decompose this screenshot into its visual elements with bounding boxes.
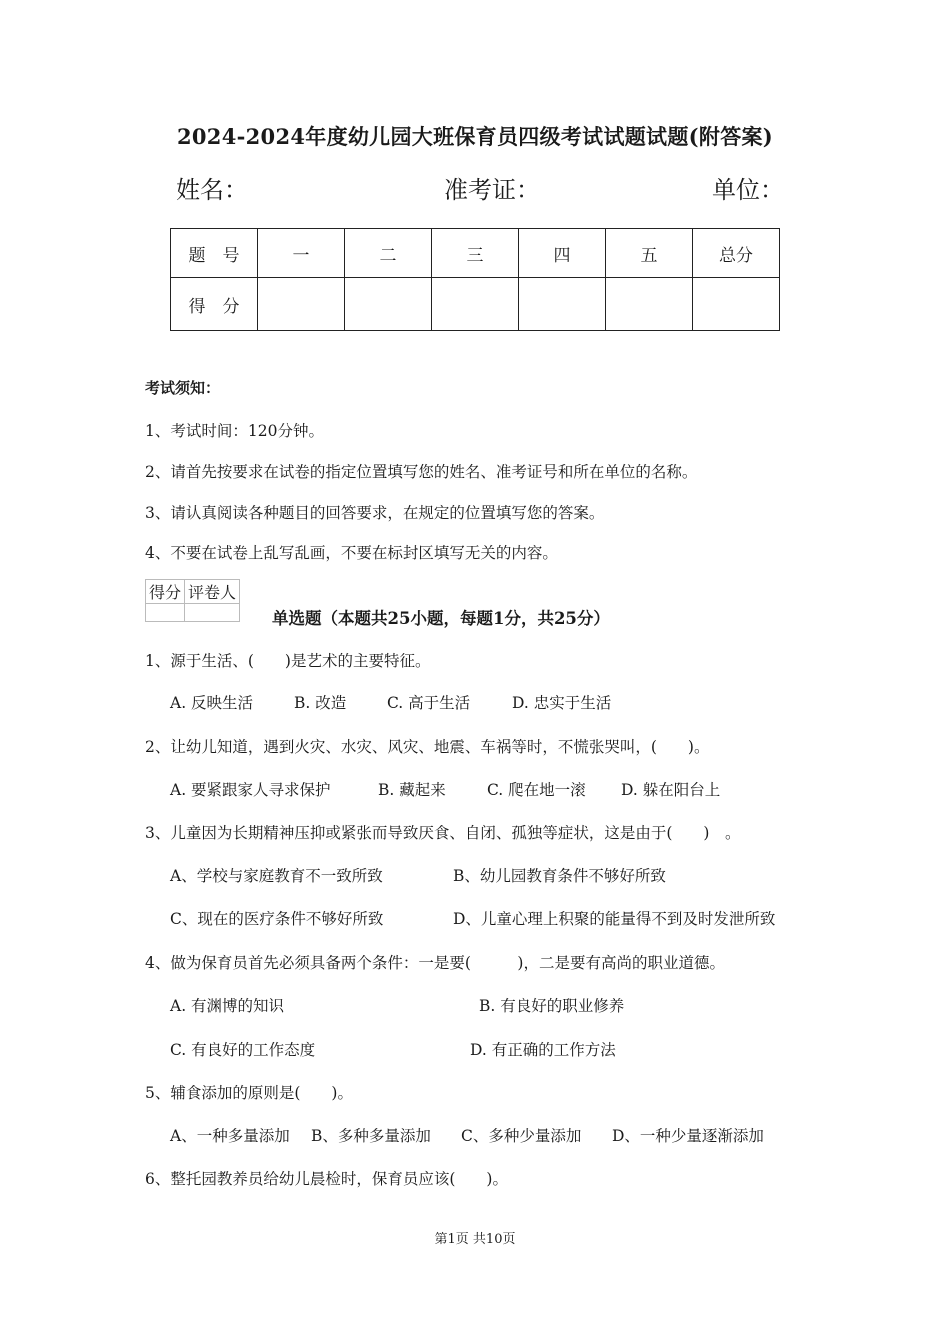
question-stem: 1、源于生活、( )是艺术的主要特征。 (145, 652, 431, 670)
score-header-cell: 五 (606, 229, 693, 278)
score-header-cell: 总分 (693, 229, 780, 278)
grader-header-row (146, 580, 240, 604)
score-header-cell: 二 (345, 229, 432, 278)
notice-heading: 考试须知： (145, 379, 221, 397)
question-option: A. 有渊博的知识 (170, 997, 285, 1015)
notice-item: 2、请首先按要求在试卷的指定位置填写您的姓名、准考证号和所在单位的名称。 (145, 463, 698, 481)
question-option: A、一种多量添加 (170, 1127, 290, 1145)
score-header-cell: 一 (258, 229, 345, 278)
exam-title: 2024-2024年度幼儿园大班保育员四级考试试题试题(附答案) (176, 124, 774, 149)
name-label: 姓名： (176, 176, 248, 204)
question-stem: 3、儿童因为长期精神压抑或紧张而导致厌食、自闭、孤独等症状，这是由于( ) 。 (145, 824, 741, 842)
question-stem: 5、辅食添加的原则是( )。 (145, 1084, 353, 1102)
notice-item: 3、请认真阅读各种题目的回答要求，在规定的位置填写您的答案。 (145, 504, 605, 522)
question-option: A、学校与家庭教育不一致所致 (170, 867, 383, 885)
score-row-label: 得 分 (171, 278, 258, 331)
question-stem: 2、让幼儿知道，遇到火灾、水灾、风灾、地震、车祸等时，不慌张哭叫，( )。 (145, 738, 710, 756)
question-option: D. 有正确的工作方法 (470, 1041, 616, 1059)
score-cell[interactable] (432, 278, 519, 331)
score-table (170, 228, 780, 331)
grader-reviewer-label: 评卷人 (185, 580, 240, 604)
page-footer: 第1页 共10页 (434, 1232, 516, 1247)
question-option: C. 有良好的工作态度 (170, 1041, 316, 1059)
question-option: B. 藏起来 (378, 781, 446, 799)
question-stem: 6、整托园教养员给幼儿晨检时，保育员应该( )。 (145, 1170, 508, 1188)
grader-blank-row (146, 604, 240, 622)
question-option: A. 反映生活 (170, 694, 254, 712)
exam-id-label: 准考证： (444, 176, 540, 204)
grader-score-label: 得分 (146, 580, 185, 604)
question-option: B. 有良好的职业修养 (479, 997, 625, 1015)
section-title: 单选题（本题共25小题，每题1分，共25分） (272, 609, 610, 628)
question-option: B. 改造 (294, 694, 347, 712)
question-option: C. 高于生活 (387, 694, 471, 712)
score-cell[interactable] (258, 278, 345, 331)
grader-reviewer-cell[interactable] (185, 604, 240, 622)
score-cell[interactable] (693, 278, 780, 331)
question-option: C. 爬在地一滚 (487, 781, 586, 799)
question-option: C、多种少量添加 (461, 1127, 582, 1145)
question-option: B、幼儿园教育条件不够好所致 (453, 867, 666, 885)
question-option: D、一种少量逐渐添加 (612, 1127, 764, 1145)
grader-box (145, 579, 240, 622)
grader-score-cell[interactable] (146, 604, 185, 622)
score-header-cell: 题 号 (171, 229, 258, 278)
question-option: D. 躲在阳台上 (621, 781, 721, 799)
question-stem: 4、做为保育员首先必须具备两个条件：一是要( )，二是要有高尚的职业道德。 (145, 954, 725, 972)
question-option: C、现在的医疗条件不够好所致 (170, 910, 384, 928)
score-header-row (171, 229, 780, 278)
unit-label: 单位： (712, 176, 784, 204)
question-option: B、多种多量添加 (311, 1127, 431, 1145)
score-cell[interactable] (606, 278, 693, 331)
question-option: D. 忠实于生活 (512, 694, 612, 712)
score-header-cell: 四 (519, 229, 606, 278)
notice-item: 1、考试时间：120分钟。 (145, 422, 324, 440)
score-cell[interactable] (519, 278, 606, 331)
score-cell[interactable] (345, 278, 432, 331)
score-value-row (171, 278, 780, 331)
question-option: D、儿童心理上积聚的能量得不到及时发泄所致 (453, 910, 776, 928)
score-header-cell: 三 (432, 229, 519, 278)
question-option: A. 要紧跟家人寻求保护 (170, 781, 331, 799)
notice-item: 4、不要在试卷上乱写乱画，不要在标封区填写无关的内容。 (145, 544, 558, 562)
